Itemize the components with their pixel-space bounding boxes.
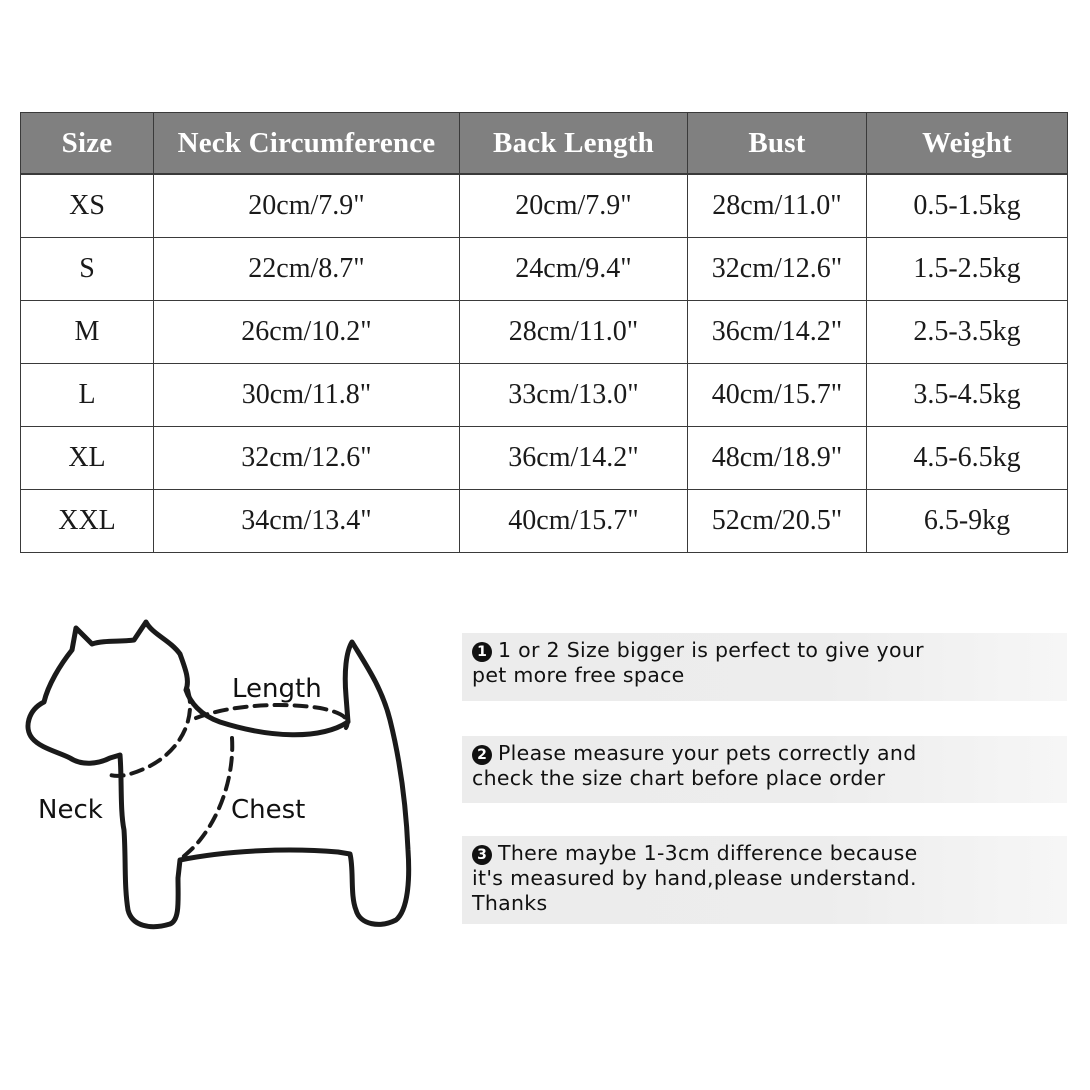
cell-size: XS xyxy=(21,174,154,238)
cell-bust: 40cm/15.7" xyxy=(688,364,867,427)
cell-back-length: 24cm/9.4" xyxy=(460,238,688,301)
table-row xyxy=(21,427,1068,490)
cell-neck: 34cm/13.4" xyxy=(154,490,460,553)
chest-measure-line xyxy=(182,738,232,858)
cell-size: M xyxy=(21,301,154,364)
length-measure-line xyxy=(196,705,348,728)
cell-neck: 20cm/7.9" xyxy=(154,174,460,238)
cell-size: XL xyxy=(21,427,154,490)
cell-weight: 0.5-1.5kg xyxy=(867,174,1068,238)
cell-weight: 6.5-9kg xyxy=(867,490,1068,553)
dog-measurement-diagram xyxy=(20,610,420,940)
cell-back-length: 33cm/13.0" xyxy=(460,364,688,427)
cell-back-length: 20cm/7.9" xyxy=(460,174,688,238)
cell-weight: 3.5-4.5kg xyxy=(867,364,1068,427)
table-header-row xyxy=(21,113,1068,175)
header-size: Size xyxy=(21,113,154,175)
note-line: There maybe 1-3cm difference because xyxy=(498,841,918,865)
cell-bust: 32cm/12.6" xyxy=(688,238,867,301)
cell-weight: 1.5-2.5kg xyxy=(867,238,1068,301)
header-bust: Bust xyxy=(688,113,867,175)
chest-label: Chest xyxy=(231,795,306,825)
cell-bust: 52cm/20.5" xyxy=(688,490,867,553)
cell-back-length: 40cm/15.7" xyxy=(460,490,688,553)
number-two-icon: 2 xyxy=(472,745,492,765)
note-measure-advice xyxy=(462,736,1067,803)
cell-neck: 22cm/8.7" xyxy=(154,238,460,301)
header-weight: Weight xyxy=(867,113,1068,175)
number-three-icon: 3 xyxy=(472,845,492,865)
dog-outline xyxy=(28,622,409,927)
cell-weight: 4.5-6.5kg xyxy=(867,427,1068,490)
cell-size: S xyxy=(21,238,154,301)
cell-bust: 28cm/11.0" xyxy=(688,174,867,238)
cell-size: XXL xyxy=(21,490,154,553)
note-line: Please measure your pets correctly and xyxy=(498,741,917,765)
note-line: 1 or 2 Size bigger is perfect to give your xyxy=(498,638,924,662)
neck-label: Neck xyxy=(38,795,103,825)
cell-back-length: 28cm/11.0" xyxy=(460,301,688,364)
number-one-icon: 1 xyxy=(472,642,492,662)
note-line: pet more free space xyxy=(472,663,685,687)
cell-bust: 36cm/14.2" xyxy=(688,301,867,364)
table-row xyxy=(21,490,1068,553)
table-row xyxy=(21,174,1068,238)
cell-neck: 32cm/12.6" xyxy=(154,427,460,490)
header-neck-circumference: Neck Circumference xyxy=(154,113,460,175)
note-line: Thanks xyxy=(472,891,548,915)
cell-back-length: 36cm/14.2" xyxy=(460,427,688,490)
note-line: check the size chart before place order xyxy=(472,766,886,790)
cell-size: L xyxy=(21,364,154,427)
note-difference-advice xyxy=(462,836,1067,924)
size-chart-table xyxy=(20,112,1068,553)
note-line: it's measured by hand,please understand. xyxy=(472,866,917,890)
note-size-advice xyxy=(462,633,1067,701)
table-row xyxy=(21,238,1068,301)
cell-bust: 48cm/18.9" xyxy=(688,427,867,490)
table-row xyxy=(21,301,1068,364)
table-row xyxy=(21,364,1068,427)
length-label: Length xyxy=(232,674,322,704)
cell-weight: 2.5-3.5kg xyxy=(867,301,1068,364)
cell-neck: 26cm/10.2" xyxy=(154,301,460,364)
header-back-length: Back Length xyxy=(460,113,688,175)
cell-neck: 30cm/11.8" xyxy=(154,364,460,427)
